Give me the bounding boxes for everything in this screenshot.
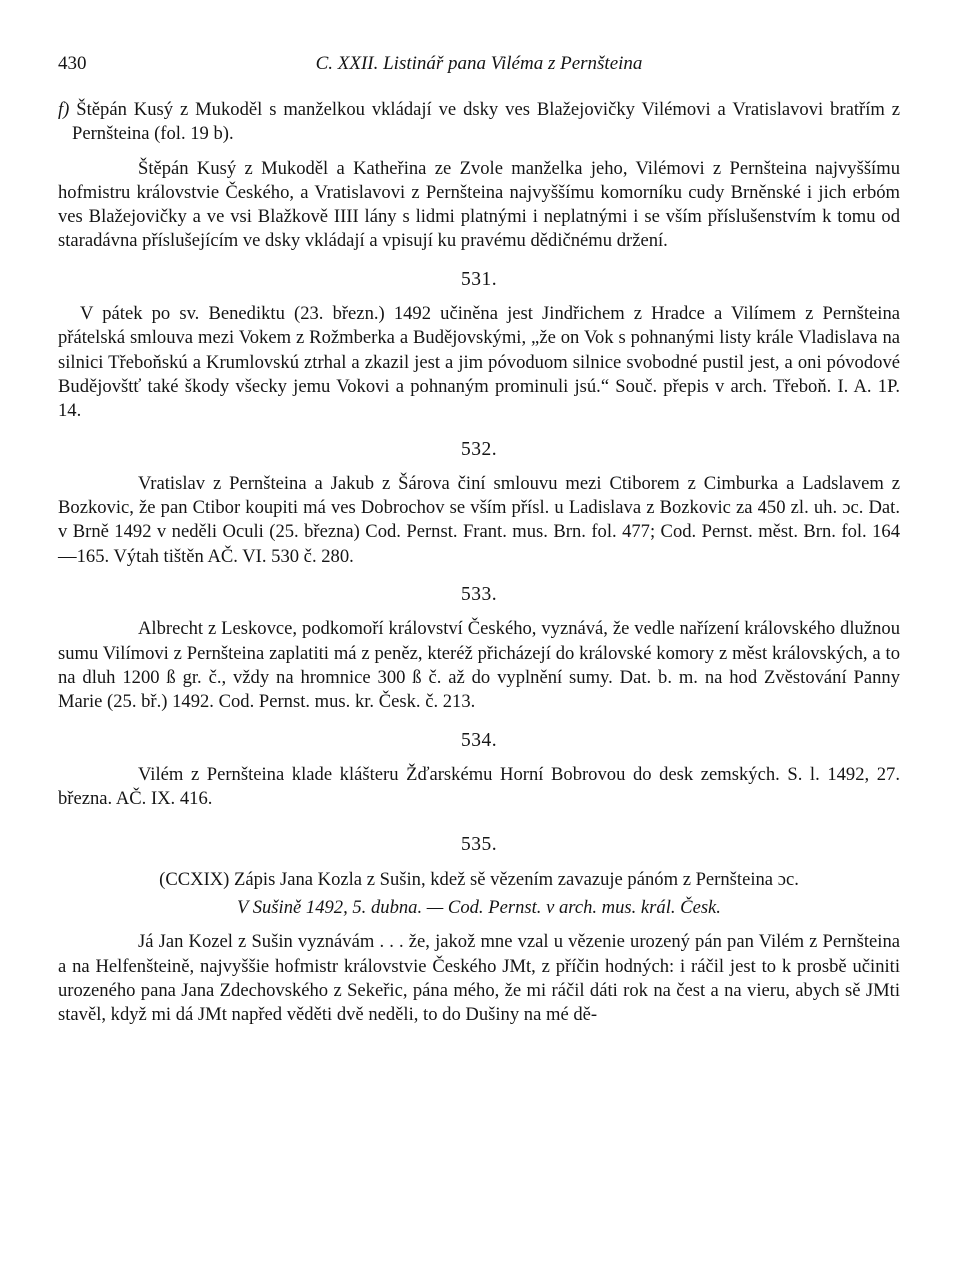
entry-f-text: Štěpán Kusý z Mukoděl a Katheřina ze Zvole manželka jeho, Vilémovi z Pernšteina najvyššímu hofmistru královstvie Českého, a Vratislavovi z Pernšteina najvyššímu komorníku cudy Brněnské i jich erbóm ves Blažejovičky a ve vsi Blažkově IIII lány s lidmi platnými i neplatnými i se vším příslušenstvím k tomu od staradávna příslušejícím ve dsky vkládají a vpisují ku pravému dědičnému držení. [58,157,900,252]
entry-531-text: V pátek po sv. Benediktu (23. březn.) 1492 učiněna jest Jindřichem z Hradce a Vilímem z Pernšteina přátelská smlouva mezi Vokem z Rožmberka a Budějovskými, „že on Vok s pohnanými listy krále Vladislava na silnici Třeboňskú a Krumlovskú ztrhal a zkazil jest a jim póvoduom silnice svobodné pustil jest, a oni póvodové Budějovštť také škody všecky jemu Vokovi a pohnaným prominuli jsú.“ Souč. přepis v arch. Třeboň. I. A. 1P. 14. [58,303,900,422]
entry-535-title: (CCXIX) Zápis Jana Kozla z Sušin, kdež sě vězením zavazuje pánóm z Pernšteina ɔc. [159,868,799,890]
entry-f-summary-text: Štěpán Kusý z Mukoděl s manželkou vkládají ve dsky ves Blažejovičky Vilémovi a Vratislavovi bratřím z Pernšteina (fol. 19 b). [72,99,900,145]
entry-number-535: 535. [460,834,498,856]
entry-number-533: 533. [460,584,498,606]
entry-535-text: Já Jan Kozel z Sušin vyznávám . . . že, jakož mne vzal u vězenie urozený pán pan Vilém z Pernšteina a na Helfenšteině, najvyššie hofmistr královstvie Českého JMt, z příčin hodných: i ráčil jest to k prosbě učiniti urozeného pana Jana Zdechovského z Sekeřic, pána mého, že mi ráčil dáti rok na čest a na vieru, abych sě JMti stavěl, když mi dá JMt napřed věděti dvě neděli, to do Dušiny na mé dě- [58,931,900,1026]
entry-number-534: 534. [460,729,498,751]
running-title: C. XXII. Listinář pana Viléma z Pernšteina [315,53,643,74]
entry-f-summary [58,98,900,147]
running-head [58,52,900,76]
entry-534-text: Vilém z Pernšteina klade klášteru Žďarskému Horní Bobrovou do desk zemských. S. l. 1492, 27. března. AČ. IX. 416. [58,763,900,810]
entry-532-text: Vratislav z Pernšteina a Jakub z Šárova činí smlouvu mezi Ctiborem z Cimburka a Ladslavem z Bozkovic, že pan Ctibor koupiti má ves Dobrochov se vším přísl. u Ladislava z Bozkovic za 450 zl. uh. ɔc. Dat. v Brně 1492 v neděli Oculi (25. března) Cod. Pernst. Frant. mus. Brn. fol. 477; Cod. Pernst. měst. Brn. fol. 164—165. Výtah tištěn AČ. VI. 530 č. 280. [58,472,900,567]
document-body [58,98,900,1028]
entry-535-date-line: V Sušině 1492, 5. dubna. — Cod. Pernst. v arch. mus. král. Česk. [237,897,721,919]
entry-f-label: f) [58,99,70,120]
entry-533-text: Albrecht z Leskovce, podkomoří království Českého, vyznává, že vedle nařízení královského dlužnou sumu Vilímovi z Pernšteina zaplatiti má z peněz, kteréž přicházejí do královské komory z měst královských, a to na dluh 1200 ß gr. č., vždy na hromnice 300 ß č. až do vyplnění sumy. Dat. b. m. na hod Zvěstování Panny Marie (25. bř.) 1492. Cod. Pernst. mus. kr. Česk. č. 213. [58,618,900,713]
entry-number-532: 532. [460,438,498,460]
entry-number-531: 531. [460,268,498,290]
page-number: 430 [58,53,87,74]
